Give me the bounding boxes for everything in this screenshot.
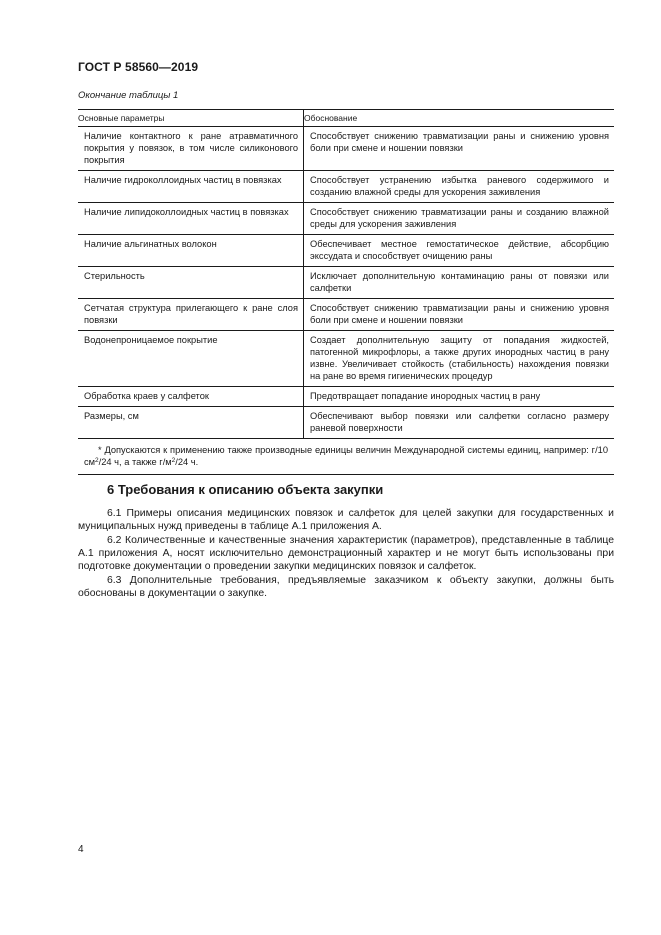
justification-cell: Создает дополнительную защиту от попадания жидкостей, патогенной микрофлоры, а также других инородных частиц в рану извне. Увеличивает стойкость (стабильность) нахождения повязки на ране во время гигиенических процедур xyxy=(304,331,615,387)
parameter-cell: Наличие липидоколлоидных частиц в повязках xyxy=(78,203,304,235)
justification-cell: Способствует снижению травматизации раны и снижению уровня боли при смене и ношении повязки xyxy=(304,127,615,171)
parameters-table xyxy=(78,109,614,475)
justification-cell: Обеспечивают выбор повязки или салфетки согласно размеру раневой поверхности xyxy=(304,407,615,439)
footnote-superscript: 2 xyxy=(171,457,176,464)
parameter-cell: Наличие контактного к ране атравматичного покрытия у повязок, в том числе силиконового покрытия xyxy=(78,127,304,171)
parameter-cell: Обработка краев у салфеток xyxy=(78,387,304,407)
table-row xyxy=(78,171,614,203)
parameter-cell: Водонепроницаемое покрытие xyxy=(78,331,304,387)
table-row xyxy=(78,127,614,171)
table-caption: Окончание таблицы 1 xyxy=(78,90,179,101)
parameter-cell: Наличие альгинатных волокон xyxy=(78,235,304,267)
justification-cell: Предотвращает попадание инородных частиц в рану xyxy=(304,387,615,407)
paragraph-6-3: 6.3 Дополнительные требования, предъявляемые заказчиком к объекту закупки, должны быть обоснованы в документации о закупке. xyxy=(78,575,614,600)
parameter-cell: Наличие гидроколлоидных частиц в повязках xyxy=(78,171,304,203)
table-row xyxy=(78,235,614,267)
table-row xyxy=(78,407,614,439)
table-row xyxy=(78,331,614,387)
footnote-text: /24 ч. xyxy=(175,457,199,467)
column-header-justification: Обоснование xyxy=(304,110,615,127)
justification-cell: Обеспечивает местное гемостатическое действие, абсорбцию экссудата и способствует очищению раны xyxy=(304,235,615,267)
table-row xyxy=(78,267,614,299)
parameter-cell: Сетчатая структура прилегающего к ране слоя повязки xyxy=(78,299,304,331)
parameter-cell: Размеры, см xyxy=(78,407,304,439)
table-footnote xyxy=(78,439,614,475)
justification-cell: Способствует снижению травматизации раны и созданию влажной среды для ускорения заживления xyxy=(304,203,615,235)
paragraph-6-2: 6.2 Количественные и качественные значения характеристик (параметров), представленные в таблице А.1 приложения А, носят исключительно демонстрационный характер и не могут быть использованы при подготовке документации о проведении закупки медицинских повязок и салфеток. xyxy=(78,535,614,573)
footnote-text: * Допускаются к применению также производные единицы величин Международной системы единиц, например: г/10 см xyxy=(84,445,608,467)
document-id: ГОСТ Р 58560—2019 xyxy=(78,60,199,74)
justification-cell: Способствует устранению избытка раневого содержимого и созданию влажной среды для ускорения заживления xyxy=(304,171,615,203)
table-footnote-row xyxy=(78,439,614,475)
footnote-superscript: 2 xyxy=(95,457,99,464)
table-row xyxy=(78,203,614,235)
parameter-cell: Стерильность xyxy=(78,267,304,299)
justification-cell: Способствует снижению травматизации раны и снижению уровня боли при смене и ношении повязки xyxy=(304,299,615,331)
footnote-text: /24 ч, а также г/м xyxy=(98,457,172,467)
paragraph-6-1: 6.1 Примеры описания медицинских повязок и салфеток для целей закупки для государственных и муниципальных нужд приведены в таблице А.1 приложения А. xyxy=(78,508,614,533)
section-heading: 6 Требования к описанию объекта закупки xyxy=(107,482,384,497)
justification-cell: Исключает дополнительную контаминацию раны от повязки или салфетки xyxy=(304,267,615,299)
page-number: 4 xyxy=(78,844,84,855)
table-header-row xyxy=(78,110,614,127)
table-row xyxy=(78,387,614,407)
column-header-parameters: Основные параметры xyxy=(78,110,304,127)
table-row xyxy=(78,299,614,331)
